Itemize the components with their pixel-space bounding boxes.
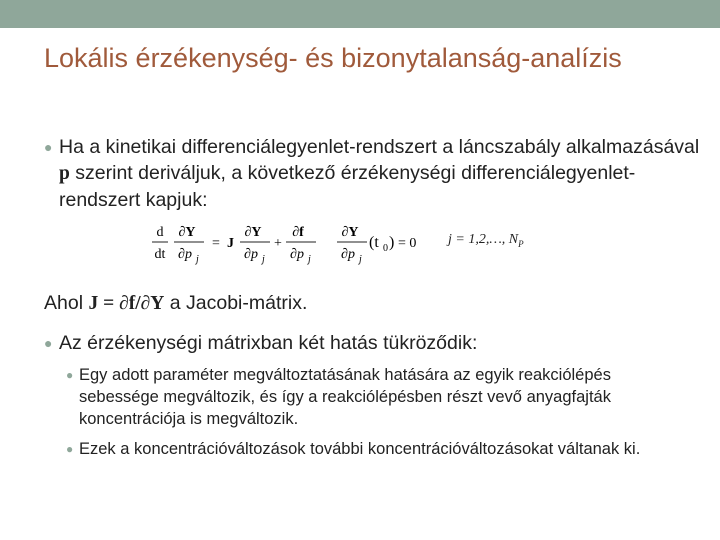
eq-d-num: d	[156, 225, 164, 240]
bullet-text-part1: Ha a kinetikai differenciálegyenlet-rendszert a láncszabály alkalmazásával	[59, 136, 700, 158]
eq-sub-j-1: j	[196, 254, 199, 265]
eq-sub-j-3: j	[308, 254, 311, 265]
eq-t0-close: )	[389, 234, 395, 251]
eq-condition-sub: P	[518, 238, 524, 249]
jacobi-line	[44, 290, 684, 317]
eq-t0-open: (t	[369, 234, 379, 251]
sensitivity-equation	[150, 220, 450, 270]
eq-sub-j-2: j	[262, 254, 265, 265]
top-accent-bar	[0, 0, 720, 28]
eq-equals-1: =	[212, 236, 220, 251]
eq-frac1-num: ∂Y	[178, 225, 196, 240]
jacobi-prefix: Ahol	[44, 292, 89, 314]
eq-frac2-num: ∂Y	[244, 225, 262, 240]
eq-sub-j-4: j	[359, 254, 362, 265]
bullet-two-effects	[44, 330, 704, 356]
parameter-p: p	[59, 163, 70, 184]
eq-condition-text: j = 1,2,…, N	[448, 232, 519, 247]
eq-plus: +	[274, 236, 282, 251]
eq-frac2-den: ∂p	[244, 247, 258, 262]
jacobi-formula: J = ∂f/∂Y	[88, 293, 165, 314]
slide-title: Lokális érzékenység- és bizonytalanság-analízis	[44, 43, 622, 73]
eq-J: J	[227, 236, 234, 251]
sub-bullet-dot-icon: ●	[66, 442, 74, 456]
eq-frac3-num: ∂f	[292, 225, 304, 240]
bullet-dot-icon: ●	[44, 139, 53, 155]
sub-bullet-dot-icon: ●	[66, 368, 74, 382]
bullet-text	[59, 134, 704, 213]
sub-bullet-text: Ezek a koncentrációváltozások további koncentrációváltozásokat váltanak ki.	[79, 440, 641, 458]
bullet-text: Az érzékenységi mátrixban két hatás tükröződik:	[59, 332, 478, 354]
eq-dt-den: dt	[154, 247, 166, 262]
eq-frac1-den: ∂p	[178, 247, 192, 262]
sub-bullet-2	[66, 438, 686, 460]
bullet-text-part2: szerint deriváljuk, a következő érzékenységi differenciálegyenlet-rendszert kapjuk:	[59, 162, 636, 211]
eq-frac3-den: ∂p	[290, 247, 304, 262]
sub-bullet-1	[66, 364, 686, 430]
eq-frac4-den: ∂p	[341, 247, 355, 262]
jacobi-suffix: a Jacobi-mátrix.	[164, 292, 308, 314]
eq-condition	[448, 232, 524, 249]
bullet-chain-rule	[44, 134, 704, 213]
eq-frac4-num: ∂Y	[341, 225, 359, 240]
bullet-dot-icon: ●	[44, 335, 53, 351]
eq-t0-sub: 0	[383, 243, 388, 254]
sub-bullet-text: Egy adott paraméter megváltoztatásának hatására az egyik reakciólépés sebessége megváltozik, és így a reakciólépésben részt vevő anyagfajták koncentrációja is megváltozik.	[79, 366, 611, 428]
eq-equals-zero: = 0	[398, 236, 417, 251]
